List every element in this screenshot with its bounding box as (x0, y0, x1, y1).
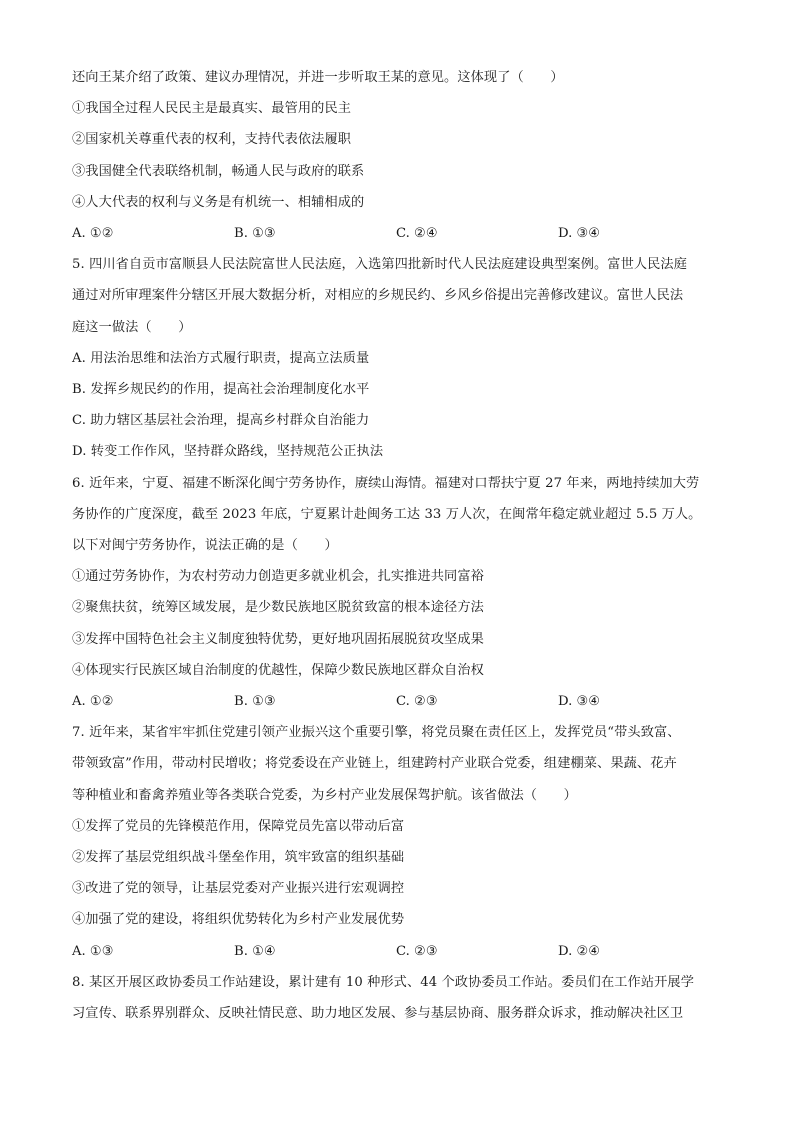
q6-option-c: C. ②③ (396, 694, 438, 710)
q7-stem-line-2: 带领致富”作用，带动村民增收；将党委设在产业链上，组建跨村产业联合党委，组建棚菜、果蔬、花卉 (72, 756, 677, 772)
q6-stem-line-2: 务协作的广度深度，截至 2023 年底，宁夏累计赴闽务工达 33 万人次，在闽常年稳定就业超过 5.5 万人。 (72, 506, 702, 522)
q7-item-1: ①发挥了党员的先锋模范作用，保障党员先富以带动后富 (72, 818, 405, 834)
q6-option-a: A. ①② (72, 694, 114, 710)
q6-item-1: ①通过劳务协作，为农村劳动力创造更多就业机会，扎实推进共同富裕 (72, 569, 484, 585)
q5-stem-line-2: 通过对所审理案件分辖区开展大数据分析，对相应的乡规民约、乡风乡俗提出完善修改建议。富世人民法 (72, 288, 684, 304)
q5-option-b: B. 发挥乡规民约的作用，提高社会治理制度化水平 (72, 382, 370, 398)
q4-option-b: B. ①③ (234, 226, 276, 242)
q6-item-3: ③发挥中国特色社会主义制度独特优势，更好地巩固拓展脱贫攻坚成果 (72, 631, 484, 647)
q8-stem-line-2: 习宣传、联系界别群众、反映社情民意、助力地区发展、参与基层协商、服务群众诉求，推动解决社区卫 (72, 1006, 684, 1022)
q4-item-2: ②国家机关尊重代表的权利，支持代表依法履职 (72, 132, 352, 148)
q6-option-b: B. ①③ (234, 694, 276, 710)
q7-item-3: ③改进了党的领导，让基层党委对产业振兴进行宏观调控 (72, 881, 405, 897)
q6-stem-line-3: 以下对闽宁劳务协作，说法正确的是（ ） (72, 538, 338, 554)
q7-item-2: ②发挥了基层党组织战斗堡垒作用，筑牢致富的组织基础 (72, 850, 405, 866)
q4-item-4: ④人大代表的权利与义务是有机统一、相辅相成的 (72, 194, 365, 210)
q6-option-d: D. ③④ (558, 694, 601, 710)
q5-stem-line-3: 庭这一做法（ ） (72, 319, 192, 335)
q6-item-2: ②聚焦扶贫，统筹区域发展，是少数民族地区脱贫致富的根本途径方法 (72, 600, 484, 616)
q6-options (72, 686, 722, 717)
q7-stem-line-1: 7. 近年来，某省牢牢抓住党建引领产业振兴这个重要引擎，将党员聚在责任区上，发挥党员“带头致富、 (72, 725, 681, 741)
q5-option-a: A. 用法治思维和法治方式履行职责，提高立法质量 (72, 350, 370, 366)
q4-item-1: ①我国全过程人民民主是最真实、最管用的民主 (72, 101, 352, 117)
q4-option-d: D. ③④ (558, 226, 601, 242)
exam-page (72, 62, 722, 1029)
q4-item-3: ③我国健全代表联络机制，畅通人民与政府的联系 (72, 163, 365, 179)
q6-item-4: ④体现实行民族区域自治制度的优越性，保障少数民族地区群众自治权 (72, 662, 484, 678)
q4-options (72, 218, 722, 249)
q6-stem-line-1: 6. 近年来，宁夏、福建不断深化闽宁劳务协作，赓续山海情。福建对口帮扶宁夏 27 年来，两地持续加大劳 (72, 475, 700, 491)
q4-option-a: A. ①② (72, 226, 114, 242)
q7-option-c: C. ②③ (396, 943, 438, 959)
q7-option-b: B. ①④ (234, 943, 276, 959)
q7-option-d: D. ②④ (558, 943, 601, 959)
q8-stem-line-1: 8. 某区开展区政协委员工作站建设，累计建有 10 种形式、44 个政协委员工作站。委员们在工作站开展学 (72, 974, 694, 990)
q5-option-c: C. 助力辖区基层社会治理，提高乡村群众自治能力 (72, 413, 370, 429)
q5-stem-line-1: 5. 四川省自贡市富顺县人民法院富世人民法庭，入选第四批新时代人民法庭建设典型案例。富世人民法庭 (72, 257, 688, 273)
q7-options (72, 936, 722, 967)
q4-stem-tail: 还向王某介绍了政策、建议办理情况，并进一步听取王某的意见。这体现了（ ） (72, 70, 564, 85)
q7-item-4: ④加强了党的建设，将组织优势转化为乡村产业发展优势 (72, 912, 405, 928)
q4-option-c: C. ②④ (396, 226, 438, 242)
q7-option-a: A. ①③ (72, 943, 114, 959)
q7-stem-line-3: 等种植业和畜禽养殖业等各类联合党委，为乡村产业发展保驾护航。该省做法（ ） (72, 787, 577, 803)
q5-option-d: D. 转变工作作风，坚持群众路线，坚持规范公正执法 (72, 444, 384, 460)
